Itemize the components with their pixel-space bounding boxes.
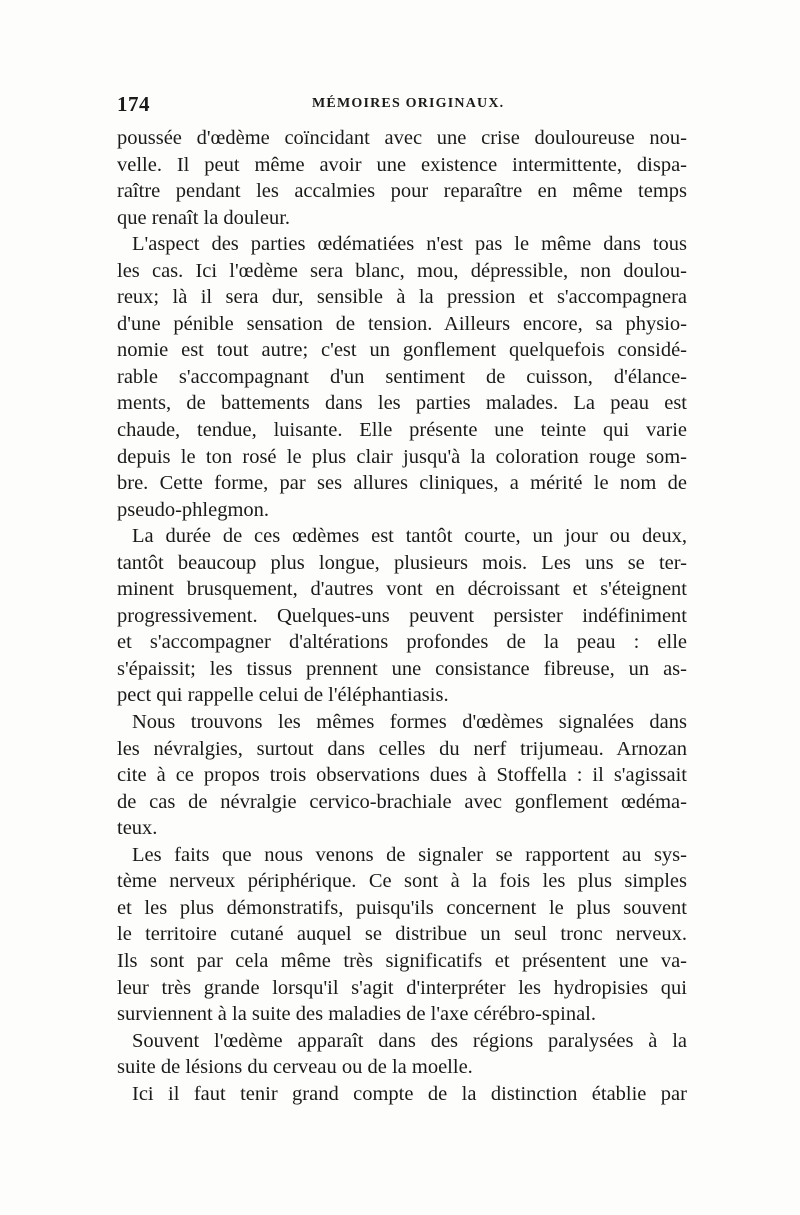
text-line: leur très grande lorsqu'il s'agit d'interpréter les hydropisies qui xyxy=(117,976,687,999)
text-line: rable s'accompagnant d'un sentiment de cuisson, d'élance- xyxy=(117,365,687,388)
text-line: Ils sont par cela même très significatifs et présentent une va- xyxy=(117,949,687,972)
text-line: Les faits que nous venons de signaler se rapportent au sys- xyxy=(132,843,687,866)
text-line: Souvent l'œdème apparaît dans des régions paralysées à la xyxy=(132,1029,687,1052)
text-line: tème nerveux périphérique. Ce sont à la fois les plus simples xyxy=(117,870,687,893)
text-line: bre. Cette forme, par ses allures cliniques, a mérité le nom de xyxy=(117,472,687,495)
text-line: et s'accompagner d'altérations profondes de la peau : elle xyxy=(117,631,687,654)
running-head xyxy=(117,92,697,122)
text-line: pseudo-phlegmon. xyxy=(117,498,270,521)
paragraph xyxy=(117,125,687,231)
paragraph xyxy=(117,523,687,709)
text-line: s'épaissit; les tissus prennent une consistance fibreuse, un as- xyxy=(117,657,687,680)
text-line: d'une pénible sensation de tension. Ailleurs encore, sa physio- xyxy=(117,312,687,335)
text-line: cite à ce propos trois observations dues à Stoffella : il s'agissait xyxy=(117,764,687,787)
paragraph xyxy=(117,1081,687,1108)
text-line: tantôt beaucoup plus longue, plusieurs mois. Les uns se ter- xyxy=(117,551,687,574)
text-line: chaude, tendue, luisante. Elle présente une teinte qui varie xyxy=(117,419,687,442)
text-line: de cas de névralgie cervico-brachiale avec gonflement œdéma- xyxy=(117,790,687,813)
text-line: surviennent à la suite des maladies de l'axe cérébro-spinal. xyxy=(117,1003,596,1026)
text-line: progressivement. Quelques-uns peuvent persister indéfiniment xyxy=(117,604,687,627)
text-line: La durée de ces œdèmes est tantôt courte, un jour ou deux, xyxy=(132,525,687,548)
text-line: le territoire cutané auquel se distribue un seul tronc nerveux. xyxy=(117,923,687,946)
text-line: poussée d'œdème coïncidant avec une crise douloureuse nou- xyxy=(117,127,687,149)
page-number: 174 xyxy=(117,92,150,116)
text-line: Ici il faut tenir grand compte de la distinction établie par xyxy=(132,1082,687,1105)
paragraph xyxy=(117,231,687,523)
paragraph xyxy=(117,1028,687,1081)
text-line: minent brusquement, d'autres vont en décroissant et s'éteignent xyxy=(117,578,687,601)
text-line: L'aspect des parties œdématiées n'est pas le même dans tous xyxy=(132,233,687,256)
text-line: depuis le ton rosé le plus clair jusqu'à la coloration rouge som- xyxy=(117,445,687,468)
text-line: ments, de battements dans les parties malades. La peau est xyxy=(117,392,687,415)
paragraph xyxy=(117,842,687,1028)
text-line: les cas. Ici l'œdème sera blanc, mou, dépressible, non doulou- xyxy=(117,259,687,282)
text-line: suite de lésions du cerveau ou de la moelle. xyxy=(117,1056,473,1079)
text-line: teux. xyxy=(117,817,158,840)
text-line: velle. Il peut même avoir une existence intermittente, dispa- xyxy=(117,153,687,176)
text-line: raître pendant les accalmies pour reparaître en même temps xyxy=(117,180,687,203)
text-line: reux; là il sera dur, sensible à la pression et s'accompagnera xyxy=(117,286,687,309)
running-title: MÉMOIRES ORIGINAUX. xyxy=(312,96,505,111)
text-line: Nous trouvons les mêmes formes d'œdèmes signalées dans xyxy=(132,711,687,734)
text-line: pect qui rappelle celui de l'éléphantiasis. xyxy=(117,684,449,707)
body-text xyxy=(117,125,687,1107)
text-line: et les plus démonstratifs, puisqu'ils concernent le plus souvent xyxy=(117,896,687,919)
text-line: que renaît la douleur. xyxy=(117,206,291,229)
paragraph xyxy=(117,709,687,842)
text-line: les névralgies, surtout dans celles du nerf trijumeau. Arnozan xyxy=(117,737,687,760)
text-line: nomie est tout autre; c'est un gonflement quelquefois considé- xyxy=(117,339,687,362)
